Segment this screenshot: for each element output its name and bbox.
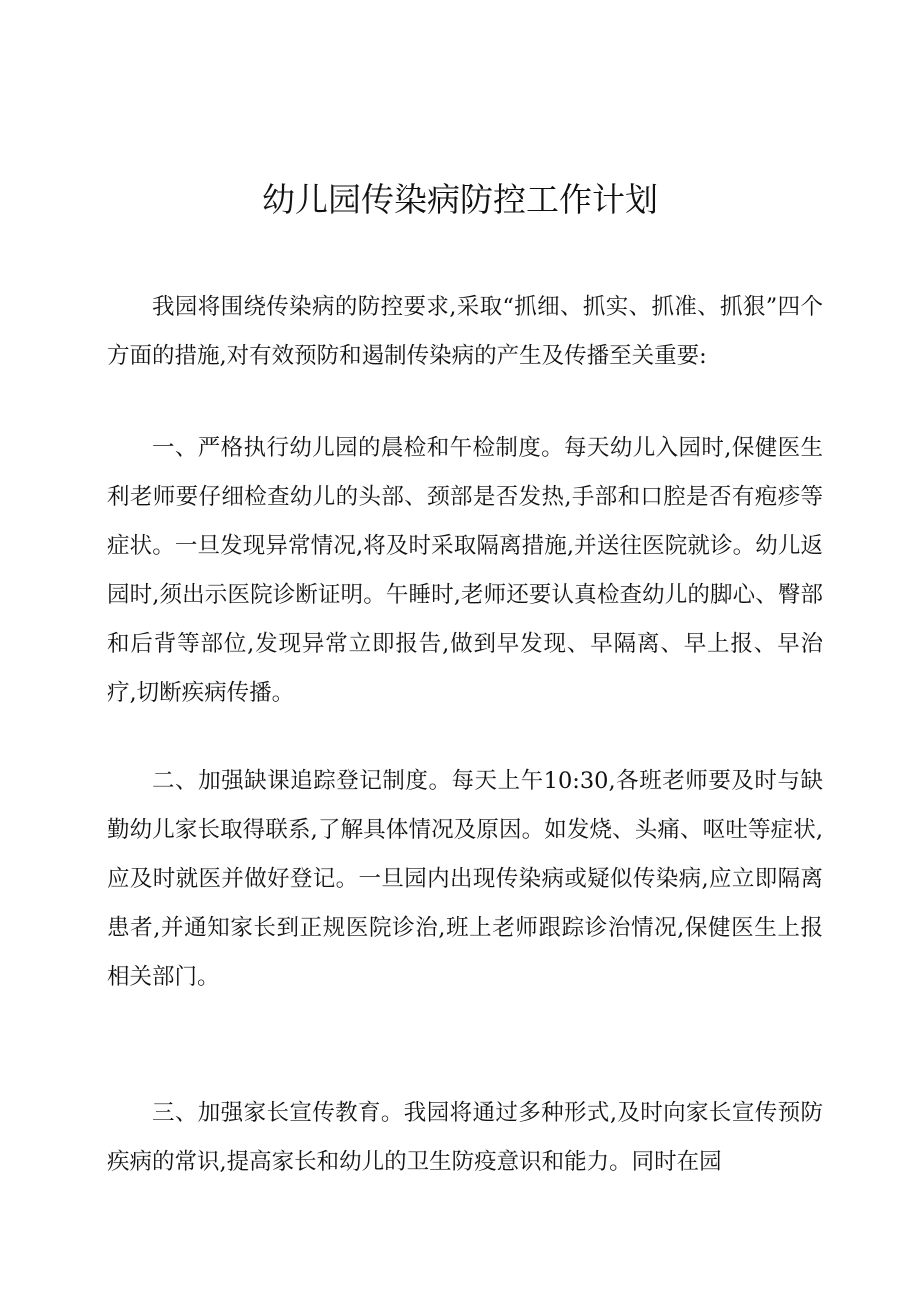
section-two-paragraph: 二、加强缺课追踪登记制度。每天上午10:30,各班老师要及时与缺勤幼儿家长取得联系,了解具体情况及原因。如发烧、头痛、呕吐等症状,应及时就医并做好登记。一旦园内出现传染病或疑似传染病,应立即隔离患者,并通知家长到正规医院诊治,班上老师跟踪诊治情况,保健医生上报相关部门。 — [107, 768, 823, 990]
document-title: 幼儿园传染病防控工作计划 — [262, 180, 658, 219]
intro-paragraph: 我园将围绕传染病的防控要求,采取“抓细、抓实、抓准、抓狠”四个方面的措施,对有效预防和遏制传染病的产生及传播至关重要: — [107, 294, 823, 369]
section-one-paragraph: 一、严格执行幼儿园的晨检和午检制度。每天幼儿入园时,保健医生利老师要仔细检查幼儿的头部、颈部是否发热,手部和口腔是否有疱疹等症状。一旦发现异常情况,将及时采取隔离措施,并送往医院就诊。幼儿返园时,须出示医院诊断证明。午睡时,老师还要认真检查幼儿的脚心、臀部和后背等部位,发现异常立即报告,做到早发现、早隔离、早上报、早治疗,切断疾病传播。 — [107, 435, 823, 706]
section-three-paragraph: 三、加强家长宣传教育。我园将通过多种形式,及时向家长宣传预防疾病的常识,提高家长和幼儿的卫生防疫意识和能力。同时在园 — [107, 1100, 823, 1175]
